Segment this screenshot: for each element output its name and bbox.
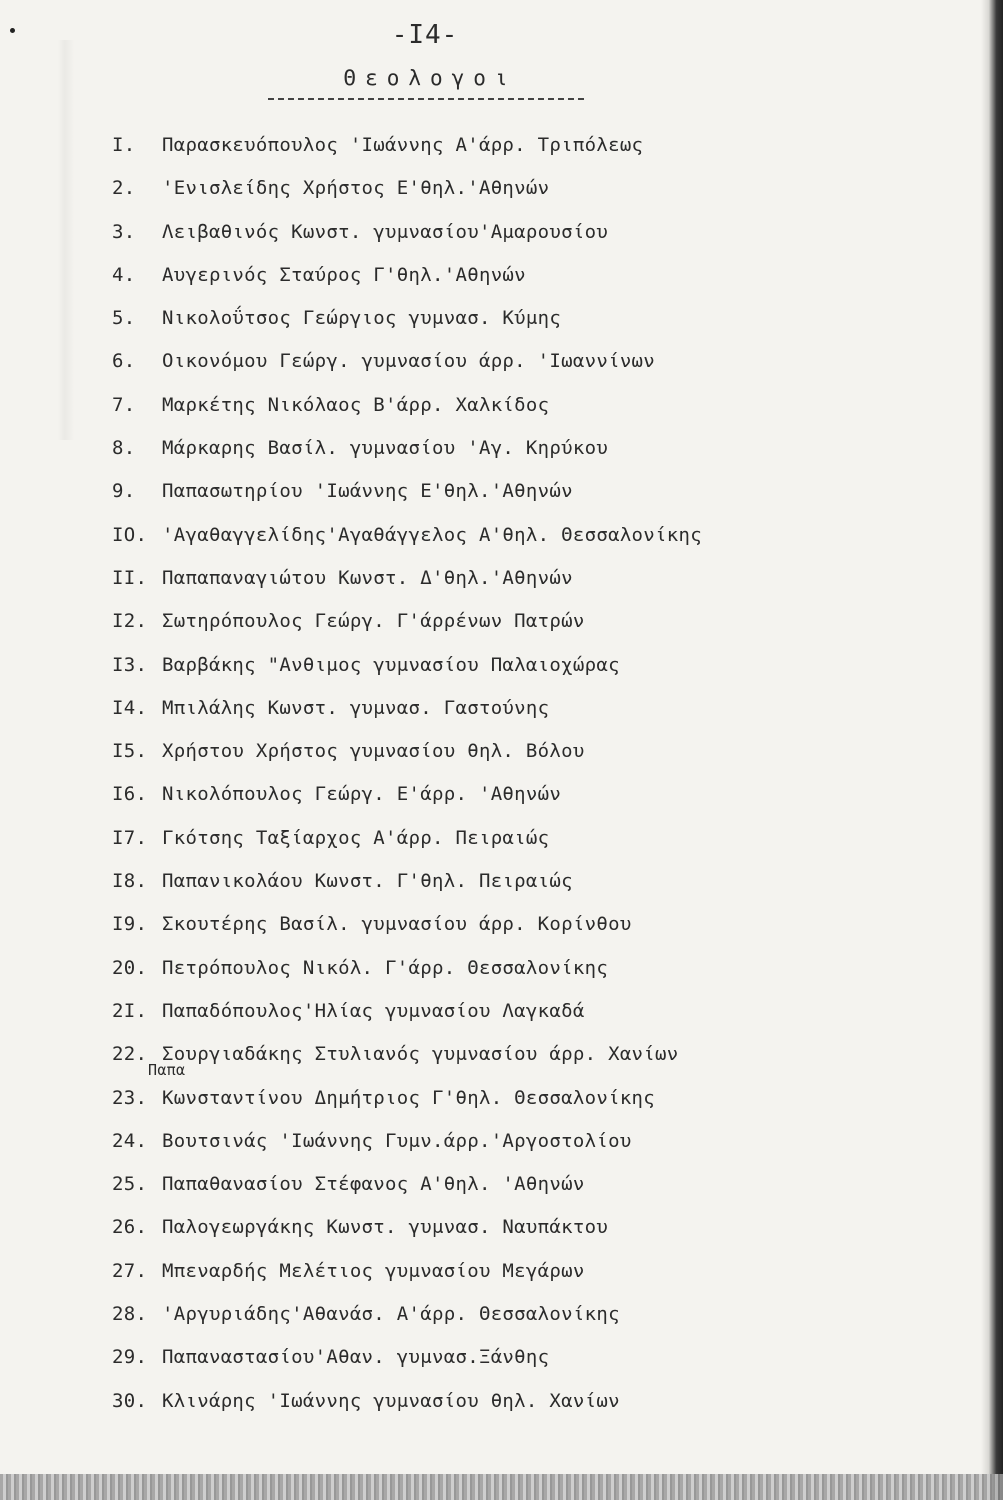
item-number: I5. — [112, 740, 148, 763]
list-item — [112, 736, 872, 779]
item-number: 20. — [112, 956, 148, 979]
item-text: Κωνσταντίνου Δημήτριος Γ'θηλ. Θεσσαλονίκης — [162, 1086, 656, 1109]
list-item — [112, 390, 872, 433]
list-item — [112, 996, 872, 1039]
item-number: 24. — [112, 1129, 148, 1152]
left-margin-shadow — [58, 40, 74, 440]
item-text: Παπαθανασίου Στέφανος Α'θηλ. 'Αθηνών — [162, 1173, 585, 1196]
list-item — [112, 346, 872, 389]
item-text: Μπεναρδής Μελέτιος γυμνασίου Μεγάρων — [162, 1259, 585, 1282]
list-item — [112, 1039, 872, 1082]
item-number: 26. — [112, 1216, 148, 1239]
item-text: Νικολόπουλος Γεώργ. Ε'άρρ. 'Αθηνών — [162, 783, 562, 806]
item-text: Οικονόμου Γεώργ. γυμνασίου άρρ. 'Ιωαννίνων — [162, 350, 656, 373]
item-number: 28. — [112, 1303, 148, 1326]
item-text: Παρασκευόπουλος 'Ιωάννης Α'άρρ. Τριπόλεως — [162, 134, 644, 156]
list-item — [112, 260, 872, 303]
item-number: 5. — [112, 307, 136, 330]
item-text: Γκότσης Ταξίαρχος Α'άρρ. Πειραιώς — [162, 826, 550, 849]
item-text: Παλογεωργάκης Κωνστ. γυμνασ. Ναυπάκτου — [162, 1216, 609, 1239]
item-number: 2. — [112, 177, 136, 200]
list-item — [112, 1386, 872, 1429]
item-number: 9. — [112, 480, 136, 503]
list-item — [112, 173, 872, 216]
item-text: Μπιλάλης Κωνστ. γυμνασ. Γαστούνης — [162, 696, 550, 719]
item-number: 8. — [112, 437, 136, 460]
item-number: 29. — [112, 1346, 148, 1369]
item-text: Λειβαθινός Κωνστ. γυμνασίου'Αμαρουσίου — [162, 220, 609, 243]
item-number: IO. — [112, 523, 148, 546]
list-item — [112, 130, 872, 173]
list-item — [112, 779, 872, 822]
page-title: Θεολογοι — [343, 66, 517, 90]
item-text: Βαρβάκης "Ανθιμος γυμνασίου Παλαιοχώρας — [162, 653, 620, 676]
item-number: I9. — [112, 913, 148, 936]
list-item — [112, 1299, 872, 1342]
list-item — [112, 866, 872, 909]
list-item — [112, 476, 872, 519]
item-text: Σκουτέρης Βασίλ. γυμνασίου άρρ. Κορίνθου — [162, 913, 632, 936]
item-number: 2I. — [112, 999, 148, 1022]
item-text: Αυγερινός Σταύρος Γ'θηλ.'Αθηνών — [162, 263, 526, 286]
item-number: I3. — [112, 653, 148, 676]
item-number: 25. — [112, 1173, 148, 1196]
item-number: I6. — [112, 783, 148, 806]
item-number: 3. — [112, 220, 136, 243]
list-item — [112, 1256, 872, 1299]
item-text: Σωτηρόπουλος Γεώργ. Γ'άρρένων Πατρών — [162, 610, 585, 633]
list-item — [112, 823, 872, 866]
name-list — [112, 130, 872, 1429]
list-item — [112, 303, 872, 346]
item-text: Σουργιαδάκης Στυλιανός γυμνασίου άρρ. Χανίων — [162, 1043, 679, 1066]
item-text: 'Αγαθαγγελίδης'Αγαθάγγελος Α'θηλ. Θεσσαλονίκης — [162, 523, 702, 546]
item-number: 23. — [112, 1086, 148, 1109]
list-item — [112, 520, 872, 563]
list-item — [112, 953, 872, 996]
list-item — [112, 693, 872, 736]
list-item — [112, 217, 872, 260]
item-number: I8. — [112, 870, 148, 893]
item-text: 'Ενισλείδης Χρήστος Ε'θηλ.'Αθηνών — [162, 177, 550, 200]
item-number: II. — [112, 566, 148, 589]
item-text: Μάρκαρης Βασίλ. γυμνασίου 'Αγ. Κηρύκου — [162, 437, 609, 460]
item-text: Νικολοΰτσος Γεώργιος γυμνασ. Κύμης — [162, 307, 562, 330]
item-number: 22. — [112, 1043, 148, 1066]
item-text: Βουτσινάς 'Ιωάννης Γυμν.άρρ.'Αργοστολίου — [162, 1129, 632, 1152]
item-text: Χρήστου Χρήστος γυμνασίου θηλ. Βόλου — [162, 740, 585, 763]
list-item — [112, 909, 872, 952]
item-number: 6. — [112, 350, 136, 373]
item-number: I7. — [112, 826, 148, 849]
item-text: Παπαναστασίου'Αθαν. γυμνασ.Ξάνθης — [162, 1346, 550, 1369]
item-number: 30. — [112, 1389, 148, 1412]
item-text: Κλινάρης 'Ιωάννης γυμνασίου θηλ. Χανίων — [162, 1389, 620, 1412]
list-item — [112, 1060, 872, 1126]
item-number: I4. — [112, 696, 148, 719]
title-underline — [268, 98, 584, 100]
list-item — [112, 1126, 872, 1169]
item-text: Πετρόπουλος Νικόλ. Γ'άρρ. Θεσσαλονίκης — [162, 956, 609, 979]
item-text: Μαρκέτης Νικόλαος Β'άρρ. Χαλκίδος — [162, 393, 550, 416]
item-number: 4. — [112, 263, 136, 286]
item-text: Παπαπαναγιώτου Κωνστ. Δ'θηλ.'Αθηνών — [162, 566, 573, 589]
list-item — [112, 433, 872, 476]
right-page-edge — [981, 0, 1003, 1500]
item-text: Παπασωτηρίου 'Ιωάννης Ε'θηλ.'Αθηνών — [162, 480, 573, 503]
item-number: I2. — [112, 610, 148, 633]
item-number: 7. — [112, 393, 136, 416]
page-number: -I4- — [391, 20, 459, 50]
list-item — [112, 606, 872, 649]
handwritten-insertion: Παπα — [148, 1060, 186, 1079]
item-number: 27. — [112, 1259, 148, 1282]
list-item — [112, 563, 872, 606]
item-text: Παπανικολάου Κωνστ. Γ'θηλ. Πειραιώς — [162, 870, 573, 893]
item-text: 'Αργυριάδης'Αθανάσ. Α'άρρ. Θεσσαλονίκης — [162, 1303, 620, 1326]
list-item — [112, 1342, 872, 1385]
list-item — [112, 1212, 872, 1255]
bottom-page-edge — [0, 1474, 1003, 1500]
list-item — [112, 650, 872, 693]
item-number: I. — [112, 134, 136, 156]
item-text: Παπαδόπουλος'Ηλίας γυμνασίου Λαγκαδά — [162, 999, 585, 1022]
list-item — [112, 1169, 872, 1212]
margin-dot — [10, 28, 15, 33]
